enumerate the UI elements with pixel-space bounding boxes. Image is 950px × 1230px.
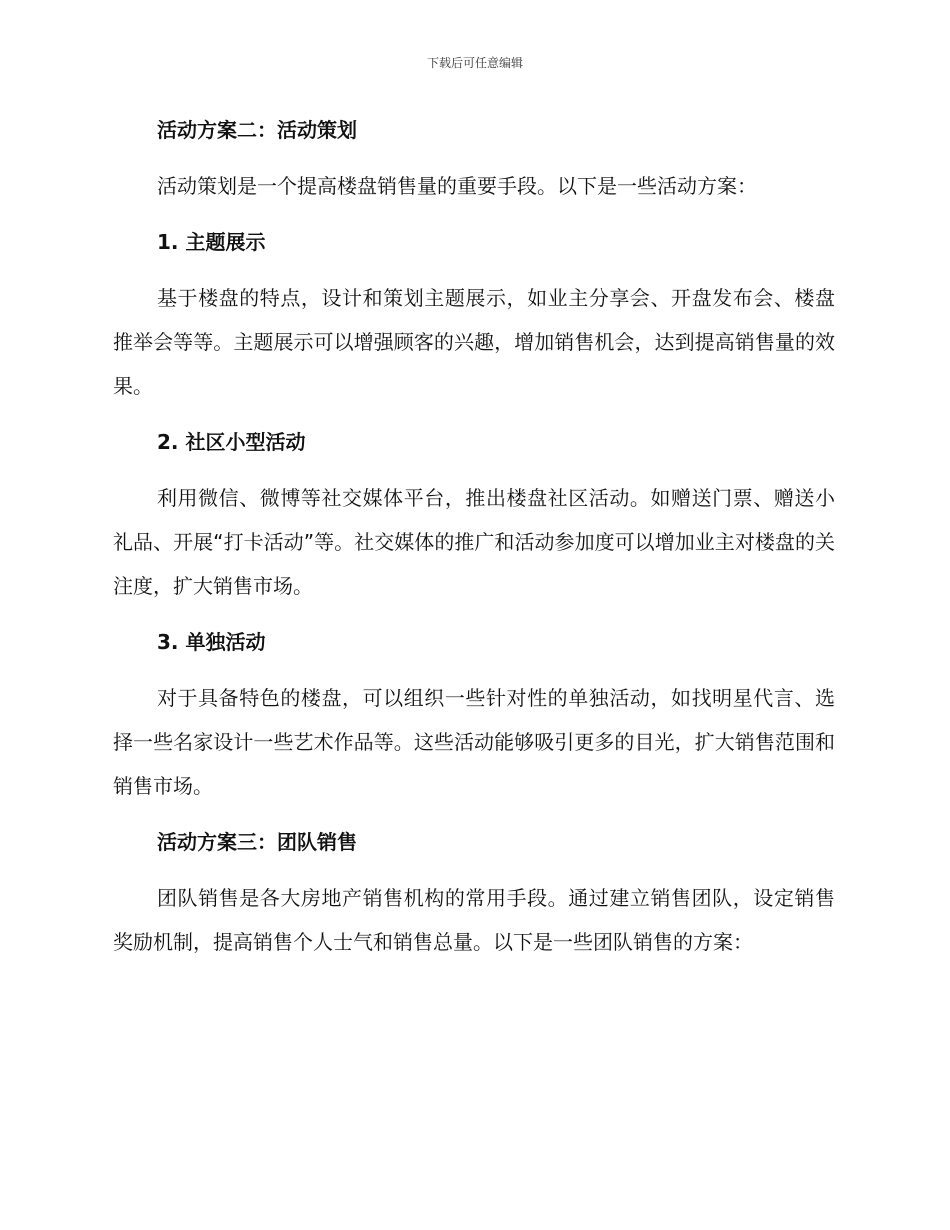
document-body [113, 108, 835, 976]
page-header: 下载后可任意编辑 [426, 56, 523, 70]
paragraph-community-activity: 利用微信、微博等社交媒体平台，推出楼盘社区活动。如赠送门票、赠送小礼品、开展“打卡活动”等。社交媒体的推广和活动参加度可以增加业主对楼盘的关注度，扩大销售市场。 [113, 486, 835, 598]
paragraph-single-activity: 对于具备特色的楼盘，可以组织一些针对性的单独活动，如找明星代言、选择一些名家设计一些艺术作品等。这些活动能够吸引更多的目光，扩大销售范围和销售市场。 [113, 686, 835, 798]
section-heading-plan-2: 活动方案二：活动策划 [157, 118, 357, 142]
subheading-theme-display: 1. 主题展示 [157, 230, 266, 254]
subheading-single-activity: 3. 单独活动 [157, 630, 266, 654]
section-heading-plan-3: 活动方案三：团队销售 [157, 830, 357, 854]
paragraph-team-sales: 团队销售是各大房地产销售机构的常用手段。通过建立销售团队，设定销售奖励机制，提高销售个人士气和销售总量。以下是一些团队销售的方案： [113, 886, 835, 954]
paragraph-theme-display: 基于楼盘的特点，设计和策划主题展示，如业主分享会、开盘发布会、楼盘推举会等等。主题展示可以增强顾客的兴趣，增加销售机会，达到提高销售量的效果。 [113, 286, 835, 398]
paragraph-intro: 活动策划是一个提高楼盘销售量的重要手段。以下是一些活动方案： [157, 174, 757, 198]
subheading-community-activity: 2. 社区小型活动 [157, 430, 306, 454]
